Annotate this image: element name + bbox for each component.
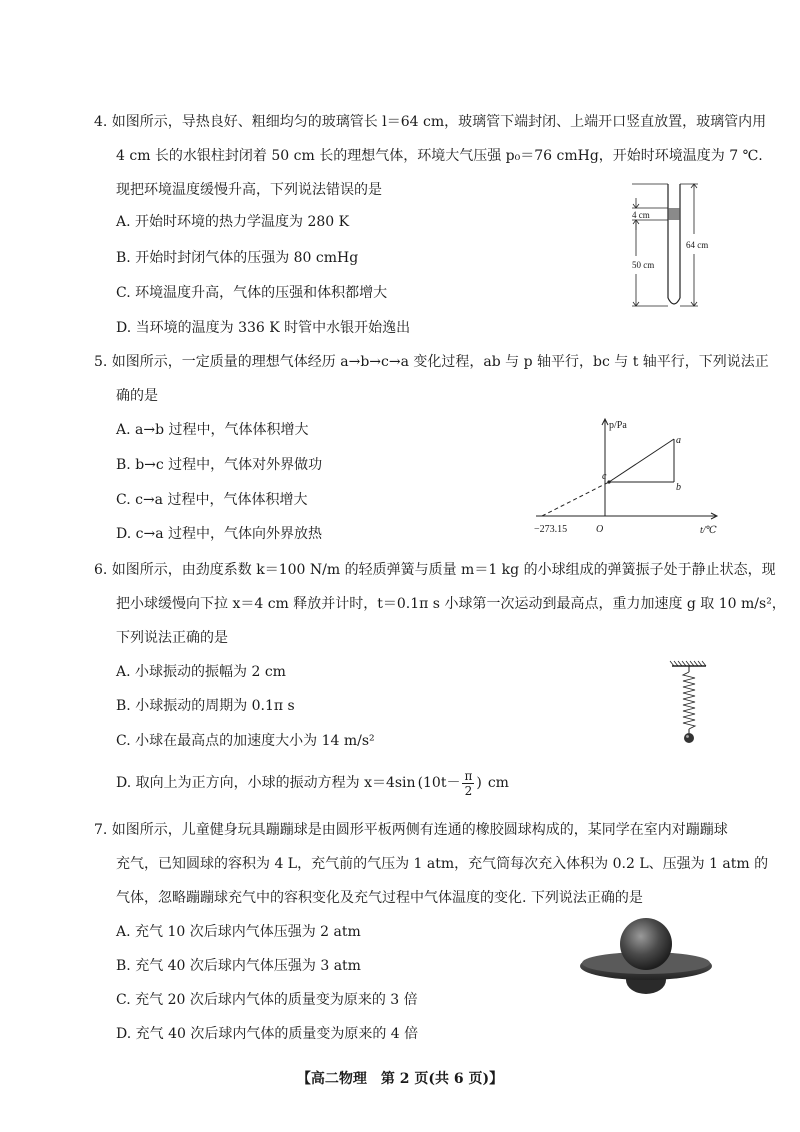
- q5-x-axis-label: t/℃: [700, 525, 717, 536]
- q7-stem-line3: 气体，忽略蹦蹦球充气中的容积变化及充气过程中气体温度的变化. 下列说法正确的是: [116, 890, 643, 906]
- q6-option-d: [116, 764, 509, 802]
- q4-stem-line1: 4. 如图所示，导热良好、粗细均匀的玻璃管长 l＝64 cm，玻璃管下端封闭、上端开口竖直放置，玻璃管内用: [94, 114, 767, 130]
- q5-point-a: a: [676, 435, 681, 446]
- q5-intercept-label: −273.15: [534, 524, 568, 535]
- q4-stem-line2: 4 cm 长的水银柱封闭着 50 cm 长的理想气体，环境大气压强 p₀＝76 cmHg，开始时环境温度为 7 ℃.: [116, 148, 763, 164]
- q7-bouncy-ball-image: [578, 910, 714, 1000]
- page-footer: 【高二物理 第 2 页(共 6 页)】: [296, 1071, 504, 1087]
- q4-option-d: D. 当环境的温度为 336 K 时管中水银开始逸出: [116, 320, 411, 336]
- q4-option-c: C. 环境温度升高，气体的压强和体积都增大: [116, 285, 388, 301]
- q7-option-b: B. 充气 40 次后球内气体压强为 3 atm: [116, 958, 361, 974]
- q6-fraction-num: π: [464, 768, 473, 783]
- q5-point-c: c: [602, 471, 607, 482]
- q6-option-d-text: D. 取向上为正方向，小球的振动方程为 x＝4sin: [116, 775, 416, 791]
- q4-mercury-label: 4 cm: [632, 210, 650, 220]
- q5-origin-label: O: [596, 524, 604, 535]
- q5-stem-line1: 5. 如图所示，一定质量的理想气体经历 a→b→c→a 变化过程，ab 与 p 轴平行，bc 与 t 轴平行，下列说法正: [94, 354, 769, 370]
- q5-option-d: D. c→a 过程中，气体向外界放热: [116, 526, 322, 542]
- q5-option-a: A. a→b 过程中，气体体积增大: [116, 422, 309, 438]
- q7-stem-line2: 充气，已知圆球的容积为 4 L，充气前的气压为 1 atm，充气筒每次充入体积为 0.2 L、压强为 1 atm 的: [116, 856, 769, 872]
- q6-stem-line1: 6. 如图所示，由劲度系数 k＝100 N/m 的轻质弹簧与质量 m＝1 kg 的小球组成的弹簧振子处于静止状态，现: [94, 562, 776, 578]
- q6-stem-line3: 下列说法正确的是: [116, 630, 228, 646]
- q5-option-c: C. c→a 过程中，气体体积增大: [116, 492, 308, 508]
- q7-option-c: C. 充气 20 次后球内气体的质量变为原来的 3 倍: [116, 992, 418, 1008]
- q6-stem-line2: 把小球缓慢向下拉 x＝4 cm 释放并计时，t＝0.1π s 小球第一次运动到最高点，重力加速度 g 取 10 m/s²，: [116, 596, 786, 612]
- q6-paren-close: ): [476, 775, 482, 791]
- q7-stem-line1: 7. 如图所示，儿童健身玩具蹦蹦球是由圆形平板两侧有连通的橡胶圆球构成的，某同学在室内对蹦蹦球: [94, 822, 728, 838]
- q5-pt-graph: [530, 412, 730, 538]
- q4-tube-figure: [612, 178, 722, 318]
- q7-option-a: A. 充气 10 次后球内气体压强为 2 atm: [116, 924, 361, 940]
- q5-y-axis-label: p/Pa: [609, 420, 627, 431]
- q4-gas-label: 50 cm: [632, 260, 655, 270]
- q6-fraction-den: 2: [464, 783, 473, 798]
- q6-option-d-unit: cm: [487, 775, 509, 791]
- q6-option-a: A. 小球振动的振幅为 2 cm: [116, 664, 286, 680]
- q5-option-b: B. b→c 过程中，气体对外界做功: [116, 457, 323, 473]
- q5-stem-line2: 确的是: [116, 388, 158, 404]
- q6-option-b: B. 小球振动的周期为 0.1π s: [116, 698, 295, 714]
- q4-tube-label: 64 cm: [686, 240, 709, 250]
- q4-option-a: A. 开始时环境的热力学温度为 280 K: [116, 214, 350, 230]
- q6-fraction: [462, 769, 474, 798]
- q4-option-b: B. 开始时封闭气体的压强为 80 cmHg: [116, 250, 359, 266]
- q4-stem-line3: 现把环境温度缓慢升高，下列说法错误的是: [116, 182, 382, 198]
- q6-paren-open: (10t－: [417, 775, 461, 791]
- q6-spring-figure: [668, 660, 712, 746]
- q6-option-c: C. 小球在最高点的加速度大小为 14 m/s²: [116, 733, 375, 749]
- q5-point-b: b: [676, 482, 681, 493]
- q7-option-d: D. 充气 40 次后球内气体的质量变为原来的 4 倍: [116, 1026, 419, 1042]
